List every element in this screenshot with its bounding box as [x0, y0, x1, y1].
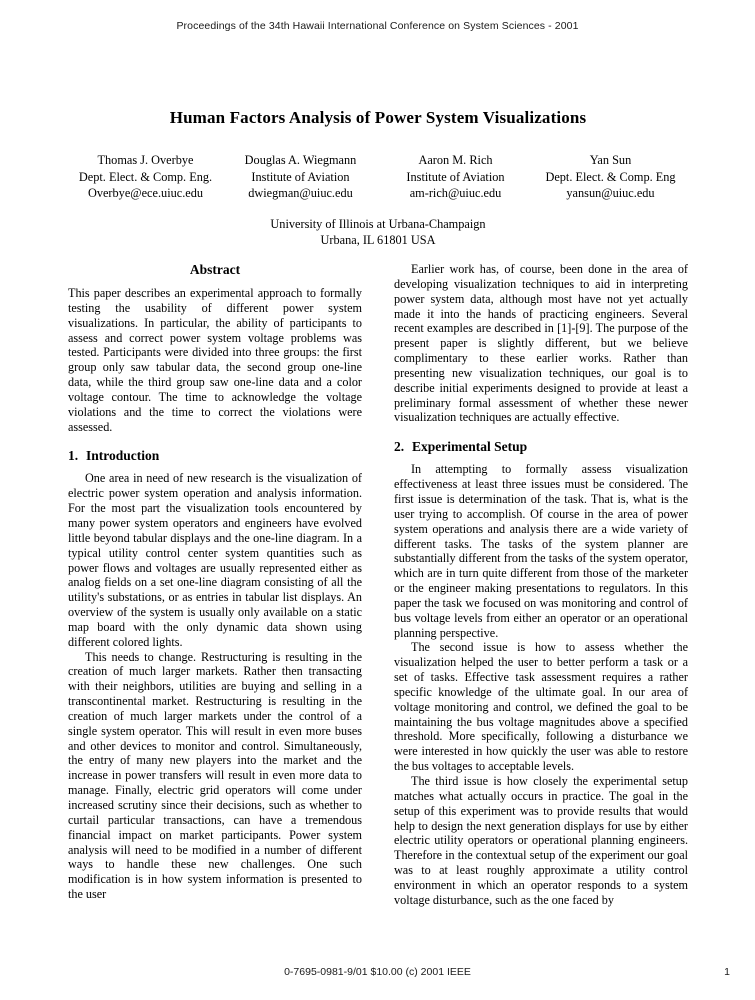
author-name: Aaron M. Rich: [418, 153, 493, 167]
institution-block: [68, 216, 688, 249]
author-affiliation: Dept. Elect. & Comp. Eng: [545, 169, 676, 184]
author-affiliation: Institute of Aviation: [251, 169, 350, 184]
author-affiliation: Institute of Aviation: [406, 169, 505, 184]
paragraph: The second issue is how to assess whether the visualization helped the user to better perform a task or a set of tasks. Effective task assessment requires a rather specific knowledge of the ultimate goal. In our area of voltage monitoring and control, we defined the goal to be maintaining the bus voltage magnitudes above a specified threshold. More specifically, following a disturbance we were interested in how quickly the user was able to restore the bus voltages to acceptable levels.: [394, 640, 688, 774]
author-name: Yan Sun: [589, 153, 632, 167]
section-heading-experimental-setup: [394, 439, 688, 455]
author-name: Douglas A. Wiegmann: [244, 153, 357, 167]
abstract-text: This paper describes an experimental approach to formally testing the usability of different power system visualizations. In particular, the ability of participants to assess and correct power system voltage problems was tested. Participants were divided into three groups: the first group only saw tabular data, the second group one-line data, while the third group saw one-line data and a color voltage contour. The time to acknowledge the voltage violations and the time to correct the violations were assessed.: [68, 286, 362, 434]
page-title: Human Factors Analysis of Power System Visualizations: [169, 108, 587, 127]
title-block: [68, 108, 688, 249]
institution-address: Urbana, IL 61801 USA: [320, 233, 436, 247]
paragraph: In attempting to formally assess visualization effectiveness at least three issues must be considered. The first issue is determination of the task. That is, what is the user trying to accomplish. Of course in the area of power system operations and analysis there are a wide variety of different tasks. The tasks of the system planner are substantially different from the tasks of the system operator, which are in turn quite different from those of the marketer or the engineer making presentations to regulators. In this paper the task we focused on was monitoring and control of bus voltage levels from either an operator or an operational planning perspective.: [394, 462, 688, 640]
section-heading-introduction: [68, 448, 362, 464]
author-affiliation: Dept. Elect. & Comp. Eng.: [78, 169, 213, 184]
section-number: 1.: [68, 448, 79, 464]
author-name: Thomas J. Overbye: [97, 153, 194, 167]
paragraph: One area in need of new research is the visualization of electric power system operation and analysis information. For the most part the visualization tools encountered by many power system operators and engineers have evolved little beyond tabular displays and the one-line diagram. In a typical utility control center system quantities such as power flows and voltages are usually represented either as analog fields on a set one-line diagram consisting of all the utility's substations, or as entries in tabular list displays. An overview of the system is usually only available on a static map board with the only dynamic data shown using different colored lights.: [68, 471, 362, 649]
author-entry: [533, 152, 688, 202]
author-email: dwiegman@uiuc.edu: [248, 186, 353, 200]
author-list: [68, 152, 688, 202]
right-column: [394, 262, 688, 922]
section-title: Experimental Setup: [412, 439, 528, 455]
body-columns: [68, 262, 688, 922]
section-number: 2.: [394, 439, 405, 455]
author-entry: [223, 152, 378, 202]
author-email: Overbye@ece.uiuc.edu: [87, 186, 204, 200]
section-title: Introduction: [86, 448, 160, 464]
author-entry: [68, 152, 223, 202]
paragraph: This needs to change. Restructuring is resulting in the creation of much larger markets. Rather then transacting with their neighbors, utilities are buying and selling in a transcontinental market. Restructuring is resulting in the creation of much larger markets under the control of a single system operator. This will result in even more buses and other devices to monitor and control. Simultaneously, the entry of many new players into the market and the increase in power transfers will result in even more data to manage. Finally, electric grid operators will come under increased scrutiny since their decisions, such as whether to curtail particular transactions, can have a tremendous financial impact on market participants. Power system analysis will need to be modified in a number of different ways to handle these new challenges. One such modification is in how system information is presented to the user: [68, 649, 362, 902]
footer-page-number: 1: [724, 966, 730, 978]
author-email: am-rich@uiuc.edu: [409, 186, 502, 200]
paragraph: Earlier work has, of course, been done in the area of developing visualization techniques to aid in interpreting power system data, although most have not yet actually made it into the hands of practicing engineers. Several recent examples are described in [1]-[9]. The purpose of the present paper is slightly different, but we believe complimentary to these earlier works. Rather than presenting new visualization techniques, our goal is to describe initial experiments designed to provide at least a preliminary formal assessment of whether these newer visualization techniques are actually effective.: [394, 262, 688, 425]
running-header: Proceedings of the 34th Hawaii International Conference on System Sciences - 2001: [176, 20, 579, 32]
author-entry: [378, 152, 533, 202]
abstract-heading: Abstract: [189, 262, 241, 277]
institution-name: University of Illinois at Urbana-Champaign: [270, 216, 486, 231]
left-column: [68, 262, 362, 922]
author-email: yansun@uiuc.edu: [566, 186, 655, 200]
paragraph: The third issue is how closely the experimental setup matches what actually occurs in practice. The goal in the setup of this experiment was to provide results that would help to design the next generation displays for use by either electric utility operators or operational planning engineers. Therefore in the contextual setup of the experiment our goal was to at least roughly approximate a utility control environment in which an operator responds to a system voltage disturbance, such as the one faced by: [394, 774, 688, 907]
footer-copyright: 0-7695-0981-9/01 $10.00 (c) 2001 IEEE: [284, 966, 471, 978]
